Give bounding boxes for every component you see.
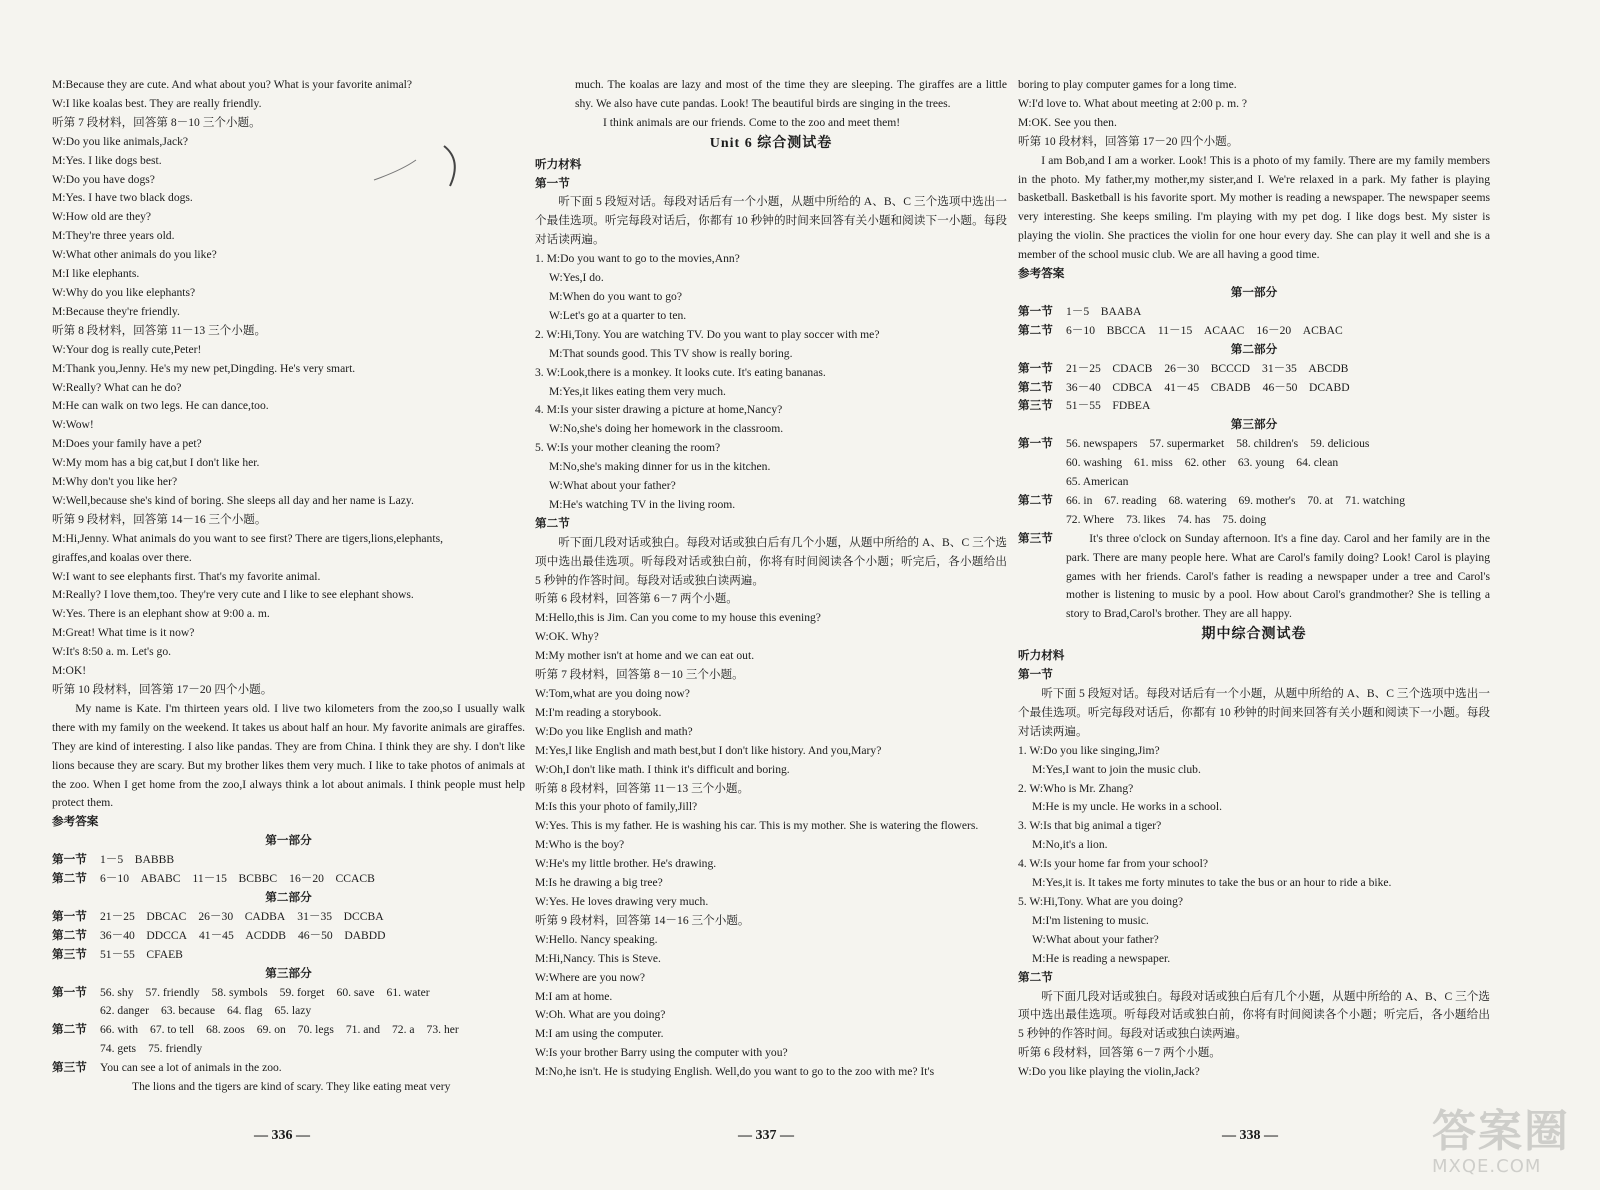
text-line: M:I like elephants.: [52, 267, 140, 281]
answer-row: [52, 1040, 525, 1059]
answer-value: 51－55 CFAEB: [100, 947, 183, 961]
answer-value: 41－45 ACDDB: [198, 928, 286, 942]
text-line: M:Thank you,Jenny. He's my new pet,Dingding. He's very smart.: [52, 361, 356, 375]
text-line: M:Yes. I have two black dogs.: [52, 191, 193, 205]
answer-row: [52, 870, 525, 889]
text-line: M:Hello,this is Jim. Can you come to my house this evening?: [535, 611, 821, 625]
midterm-title: 期中综合测试卷: [1201, 627, 1307, 643]
text-line: M:I am at home.: [535, 989, 613, 1003]
text-line: M:OK!: [52, 664, 87, 678]
answer-row: [1018, 492, 1490, 511]
answer-value: 58. children's: [1236, 437, 1299, 451]
text-line: M:Yes,it likes eating them very much.: [549, 384, 726, 398]
text-line: 2. W:Who is Mr. Zhang?: [1018, 781, 1134, 795]
text-line: M:He can walk on two legs. He can dance,too.: [52, 399, 269, 413]
text-line: M:He's watching TV in the living room.: [549, 497, 736, 511]
answer-value: 66. with: [100, 1023, 139, 1037]
text-line: W:Let's go at a quarter to ten.: [549, 308, 687, 322]
text-line: M:Yes,I like English and math best,but I don't like history. And you,Mary?: [535, 743, 882, 757]
answer-row: [1018, 303, 1490, 322]
text-line: 听第 10 段材料，回答第 17－20 四个小题。: [1018, 134, 1239, 148]
answer-value: 57. friendly: [145, 985, 200, 999]
text-line: M:Hi,Nancy. This is Steve.: [535, 951, 661, 965]
answers-heading: 参考答案: [52, 815, 99, 829]
answer-value: 56. shy: [100, 985, 134, 999]
section2-instructions: 听下面几段对话或独白。每段对话或独白后有几个小题，从题中所给的 A、B、C 三个选项中选出最佳选项。听每段对话或独白前，你将有时间阅读各个小题；听完后，各小题给出 5 秒钟的作答时间。每段对话或独白读两遍。: [535, 535, 1007, 587]
answer-value: 74. gets: [100, 1042, 137, 1056]
text-line: 4. W:Is your home far from your school?: [1018, 857, 1208, 871]
text-line: M:Yes. I like dogs best.: [52, 153, 162, 167]
section-label: 第二节: [1018, 323, 1053, 337]
listening-heading: 听力材料: [1018, 649, 1065, 663]
text-line: W:Do you like playing the violin,Jack?: [1018, 1065, 1200, 1079]
text-line: W:What about your father?: [549, 479, 676, 493]
answer-value: 73. her: [426, 1023, 459, 1037]
dialog-lines: [535, 590, 1007, 817]
answer-row: [1018, 435, 1490, 454]
text-line: W:It's 8:50 a. m. Let's go.: [52, 645, 172, 659]
text-line: 听第 7 段材料，回答第 8－10 三个小题。: [52, 115, 261, 129]
text-line: 听第 6 段材料，回答第 6－7 两个小题。: [1018, 1046, 1221, 1060]
answers-heading: 参考答案: [1018, 267, 1065, 281]
answer-value: 31－35 ABCDB: [1262, 361, 1349, 375]
part2-answers: [1018, 360, 1490, 417]
text-line: M:Great! What time is it now?: [52, 626, 195, 640]
section-label: 第一节: [1018, 304, 1053, 318]
section-label: 第三节: [1018, 399, 1053, 413]
section-label: 第一节: [1018, 437, 1053, 451]
text-line: W:He's my little brother. He's drawing.: [535, 857, 717, 871]
text-line: 听第 7 段材料，回答第 8－10 三个小题。: [535, 668, 744, 682]
answer-value: 70. at: [1307, 493, 1334, 507]
text-line: W:No,she's doing her homework in the classroom.: [549, 422, 784, 436]
text-line: M:He is my uncle. He works in a school.: [1032, 800, 1222, 814]
section-label: 第一节: [1018, 361, 1053, 375]
text-line: W:I like koalas best. They are really friendly.: [52, 96, 262, 110]
text-line: 4. M:Is your sister drawing a picture at home,Nancy?: [535, 403, 783, 417]
text-line: M:I am using the computer.: [535, 1027, 664, 1041]
text-line: M:Really? I love them,too. They're very cute and I like to see elephant shows.: [52, 588, 414, 602]
dialog-line: W:Yes. This is my father. He is washing his car. This is my mother. She is watering the flowers.: [535, 819, 979, 833]
answer-value: 67. to tell: [150, 1023, 195, 1037]
answer-value: 21－25 CDACB: [1066, 361, 1153, 375]
text-line: W:Why do you like elephants?: [52, 285, 196, 299]
answer-row: [52, 946, 525, 965]
text-line: W:Well,because she's kind of boring. She sleeps all day and her name is Lazy.: [52, 493, 414, 507]
section-label: 第二节: [1018, 493, 1053, 507]
passage-paragraph: My name is Kate. I'm thirteen years old. I live two kilometers from the zoo,so I usually walk there with my family on the weekend. It takes us about half an hour. My favorite animals are giraffes. They are kind of interesting. I also like pandas. They are from China. I think they are shy. I don't like lions because they are scary. But my brother likes them very much. I like to take photos of animals at the zoo. When I get home from the zoo,I always think a lot about animals. I think people must help protect them.: [52, 701, 525, 810]
page-number-338: — 338 —: [1222, 1128, 1278, 1143]
answer-value: 61. miss: [1134, 456, 1173, 470]
section-label: 第三节: [52, 947, 87, 961]
text-line: M:Who is the boy?: [535, 838, 625, 852]
answer-row: [1018, 322, 1490, 341]
answer-value: 71. watching: [1345, 493, 1406, 507]
text-line: M:No,she's making dinner for us in the kitchen.: [549, 460, 771, 474]
section-label: 第一节: [52, 853, 87, 867]
page-337-column: [535, 76, 1007, 1082]
text-line: W:Hello. Nancy speaking.: [535, 932, 658, 946]
section2-heading: 第二节: [535, 516, 570, 530]
answer-value: 16－20 CCACB: [289, 872, 375, 886]
text-line: W:What about your father?: [1032, 932, 1159, 946]
part3-answers: [1018, 435, 1490, 530]
answer-value: 62. danger: [100, 1004, 149, 1018]
answer-value: 72. Where: [1066, 512, 1115, 526]
text-line: M:Yes,it is. It takes me forty minutes to take the bus or an hour to ride a bike.: [1032, 876, 1392, 890]
text-line: W:Do you like English and math?: [535, 724, 693, 738]
text-line: W:Do you have dogs?: [52, 172, 155, 186]
answer-value: 63. young: [1237, 456, 1285, 470]
text-line: W:Yes,I do.: [549, 271, 604, 285]
page-number-336: — 336 —: [254, 1128, 310, 1143]
text-line: M:They're three years old.: [52, 229, 175, 243]
part1-heading: 第一部分: [1230, 285, 1278, 299]
answer-value: 75. doing: [1222, 512, 1267, 526]
answer-row: [52, 927, 525, 946]
answer-row: [1018, 454, 1490, 473]
part1-answers: [52, 851, 525, 889]
text-line: W:I'd love to. What about meeting at 2:00 p. m. ?: [1018, 96, 1248, 110]
answer-row: [1018, 473, 1490, 492]
text-line: 听第 9 段材料，回答第 14－16 三个小题。: [52, 512, 267, 526]
text-line: W:Is your brother Barry using the computer with you?: [535, 1046, 788, 1060]
section-label: 第三节: [52, 1061, 87, 1075]
page-number-337: — 337 —: [738, 1128, 794, 1143]
section2-heading: 第二节: [1018, 970, 1053, 984]
section3-text: It's three o'clock on Sunday afternoon. It's a fine day. Carol and her family are in the park. There are many people here. What are Carol's family doing? Look! Carol is playing games with her friends. Carol's father is reading a newspaper under a tree and Carol's mother is listening to music by a pool. How about Carol's grandmother? She is telling a story to Brad,Carol's brother. They are all happy.: [1066, 531, 1490, 621]
text-line: W:Do you like animals,Jack?: [52, 134, 189, 148]
section-label: 第二节: [52, 872, 87, 886]
answer-row: [1018, 397, 1490, 416]
section1-heading: 第一节: [535, 176, 570, 190]
answer-value: 75. friendly: [148, 1042, 203, 1056]
text-line: M:Hi,Jenny. What animals do you want to see first? There are tigers,lions,elephants,: [52, 531, 443, 545]
answer-value: 41－45 CBADB: [1164, 380, 1251, 394]
part1-answers: [1018, 303, 1490, 341]
answer-value: 46－50 DCABD: [1262, 380, 1350, 394]
section-label: 第二节: [52, 1023, 87, 1037]
pen-scribble: [372, 140, 482, 200]
text-line: M:My mother isn't at home and we can eat out.: [535, 649, 755, 663]
listening-heading: 听力材料: [535, 157, 582, 171]
watermark-text: 答案圈: [1432, 1106, 1570, 1157]
section-label: [1018, 454, 1066, 473]
answer-value: 59. delicious: [1310, 437, 1370, 451]
answer-value: 59. forget: [279, 985, 325, 999]
part3-answers: [52, 984, 525, 1060]
text-line: M:That sounds good. This TV show is really boring.: [549, 346, 793, 360]
part3-section3: [52, 1059, 525, 1078]
text-line: M:Yes,I want to join the music club.: [1032, 762, 1201, 776]
answer-line: The lions and the tigers are kind of scary. They like eating meat very: [132, 1080, 451, 1094]
part3-heading: 第三部分: [1230, 418, 1278, 432]
answer-value: 73. likes: [1126, 512, 1166, 526]
section1-instructions: 听下面 5 段短对话。每段对话后有一个小题，从题中所给的 A、B、C 三个选项中选出一个最佳选项。听完每段对话后，你都有 10 秒钟的时间来回答有关小题和阅读下一小题。每段对话读两遍。: [1018, 687, 1490, 738]
answer-value: 70. legs: [297, 1023, 334, 1037]
part2-heading: 第二部分: [1230, 342, 1278, 356]
text-line: M:No,it's a lion.: [1032, 838, 1108, 852]
text-line: M:Does your family have a pet?: [52, 437, 202, 451]
text-line: 听第 9 段材料，回答第 14－16 三个小题。: [535, 913, 750, 927]
section1-heading: 第一节: [1018, 668, 1053, 682]
answer-value: 6－10 BBCCA: [1066, 323, 1146, 337]
part2-heading: 第二部分: [265, 890, 312, 904]
answer-row: [52, 1021, 525, 1040]
text-line: M:Because they are cute. And what about you? What is your favorite animal?: [52, 78, 413, 91]
section-label: 第三节: [1018, 531, 1053, 545]
answer-value: 16－20 ACBAC: [1256, 323, 1343, 337]
answer-value: 68. zoos: [206, 1023, 245, 1037]
section1-instructions: 听下面 5 段短对话。每段对话后有一个小题，从题中所给的 A、B、C 三个选项中选出一个最佳选项。听完每段对话后，你都有 10 秒钟的时间来回答有关小题和阅读下一小题。每段对话读两遍。: [535, 195, 1007, 247]
section-label: 第二节: [1018, 380, 1053, 394]
section-label: 第一节: [52, 985, 87, 999]
text-line: 1. M:Do you want to go to the movies,Ann?: [535, 252, 740, 266]
text-line: giraffes,and koalas over there.: [52, 550, 192, 564]
text-line: 3. W:Is that big animal a tiger?: [1018, 819, 1162, 833]
answer-value: 60. save: [336, 985, 375, 999]
answer-row: [52, 1002, 525, 1021]
text-line: M:OK. See you then.: [1018, 115, 1117, 129]
page-336-column: [52, 76, 525, 1097]
answer-value: 72. a: [392, 1023, 415, 1037]
text-line: M:He is reading a newspaper.: [1032, 951, 1171, 965]
answer-value: 36－40 CDBCA: [1066, 380, 1153, 394]
section-label: [1018, 473, 1066, 492]
answer-value: 21－25 DBCAC: [100, 909, 187, 923]
text-line: M:When do you want to go?: [549, 289, 682, 303]
answer-value: 69. mother's: [1238, 493, 1296, 507]
answer-value: 56. newspapers: [1066, 437, 1138, 451]
answer-value: 1－5 BAABA: [1066, 304, 1142, 318]
text-line: M:Is this your photo of family,Jill?: [535, 800, 698, 814]
text-line: W:Oh. What are you doing?: [535, 1008, 666, 1022]
text-line: W:Where are you now?: [535, 970, 645, 984]
text-line: M:Is he drawing a big tree?: [535, 876, 663, 890]
answer-value: 64. clean: [1296, 456, 1339, 470]
answer-value: 6－10 ABABC: [100, 872, 181, 886]
answer-value: 67. reading: [1104, 493, 1157, 507]
text-line: M:Why don't you like her?: [52, 475, 178, 489]
answer-value: 58. symbols: [211, 985, 268, 999]
text-line: 5. W:Is your mother cleaning the room?: [535, 441, 721, 455]
text-line: W:My mom has a big cat,but I don't like her.: [52, 456, 260, 470]
answer-value: 69. on: [256, 1023, 286, 1037]
dialog-lines: [1018, 1044, 1490, 1082]
text-line: W:Wow!: [52, 418, 94, 432]
answer-row: [1018, 360, 1490, 379]
passage-end: I think animals are our friends. Come to the zoo and meet them!: [603, 115, 901, 129]
passage-continuation: much. The koalas are lazy and most of the time they are sleeping. The giraffes are a little shy. We also have cute pandas. Look! The beautiful birds are singing in the trees.: [575, 78, 1007, 110]
answer-value: 26－30 BCCCD: [1164, 361, 1251, 375]
text-line: W:Yes. He loves drawing very much.: [535, 894, 709, 908]
answer-row: [52, 851, 525, 870]
answer-value: 68. watering: [1168, 493, 1227, 507]
page-338-column: [1018, 76, 1490, 1082]
answer-value: 61. water: [386, 985, 430, 999]
unit6-title: Unit 6 综合测试卷: [709, 135, 833, 151]
section-label: [1018, 511, 1066, 530]
text-line: W:Your dog is really cute,Peter!: [52, 342, 202, 356]
answer-value: 62. other: [1184, 456, 1226, 470]
answer-value: 57. supermarket: [1149, 437, 1225, 451]
text-line: boring to play computer games for a long time.: [1018, 78, 1237, 91]
answer-value: 31－35 DCCBA: [297, 909, 384, 923]
answer-value: 1－5 BABBB: [100, 853, 175, 867]
answer-value: 66. in: [1066, 493, 1093, 507]
section-label: 第一节: [52, 909, 87, 923]
answer-value: 11－15 ACAAC: [1157, 323, 1245, 337]
answer-value: 74. has: [1177, 512, 1211, 526]
section-label: [52, 1040, 100, 1059]
text-line: W:What other animals do you like?: [52, 248, 217, 262]
answer-value: 65. lazy: [274, 1004, 312, 1018]
text-line: 1. W:Do you like singing,Jim?: [1018, 743, 1160, 757]
answer-value: 51－55 FDBEA: [1066, 399, 1151, 413]
section-label: 第二节: [52, 928, 87, 942]
text-line: W:How old are they?: [52, 210, 152, 224]
answer-value: 65. American: [1066, 475, 1129, 489]
text-line: 听第 8 段材料，回答第 11－13 三个小题。: [535, 781, 750, 795]
text-line: W:Yes. There is an elephant show at 9:00 a. m.: [52, 607, 270, 621]
answer-value: 46－50 DABDD: [297, 928, 386, 942]
text-line: 3. W:Look,there is a monkey. It looks cute. It's eating bananas.: [535, 365, 826, 379]
text-line: M:I'm reading a storybook.: [535, 705, 662, 719]
answer-value: 60. washing: [1066, 456, 1123, 470]
section-label: [52, 1002, 100, 1021]
text-line: 听第 10 段材料，回答第 17－20 四个小题。: [52, 683, 273, 696]
text-line: W:Oh,I don't like math. I think it's difficult and boring.: [535, 762, 790, 776]
dialog-lines: [535, 836, 1007, 1082]
passage-paragraph: I am Bob,and I am a worker. Look! This is a photo of my family. There are my family members in the photo. My father,my mother,my sister,and I. We're relaxed in a park. My father is playing basketball. Basketball is his favorite sport. My mother is reading a newspaper. The newspaper seems very interesting. She keeps smiling. I'm playing with my pet dog. I like dogs best. My sister is playing the violin. She practices the violin for one hour every day. She can play it well and she is a member of the school music club. We are all having a good time.: [1018, 153, 1490, 262]
section2-instructions: 听下面几段对话或独白。每段对话或独白后有几个小题，从题中所给的 A、B、C 三个选项中选出最佳选项。听每段对话或独白前，你将有时间阅读各个小题；听完后，各小题给出 5 秒钟的作答时间。每段对话或独白读两遍。: [1018, 989, 1490, 1041]
part3-heading: 第三部分: [265, 966, 312, 980]
dialog-lines: [1018, 76, 1490, 152]
part3-section3: [1018, 530, 1490, 625]
watermark-url: MXQE.COM: [1432, 1156, 1542, 1177]
dialog-lines: [535, 250, 1007, 515]
dialog-lines: [1018, 742, 1490, 969]
answer-value: 11－15 BCBBC: [192, 872, 278, 886]
part1-heading: 第一部分: [265, 834, 312, 848]
answer-row: [1018, 379, 1490, 398]
answer-row: [1018, 511, 1490, 530]
text-line: 听第 8 段材料，回答第 11－13 三个小题。: [52, 323, 267, 337]
text-line: 听第 6 段材料，回答第 6－7 两个小题。: [535, 592, 738, 606]
text-line: W:Tom,what are you doing now?: [535, 687, 690, 700]
text-line: M:Because they're friendly.: [52, 304, 180, 318]
part2-answers: [52, 908, 525, 965]
answer-value: 63. because: [160, 1004, 216, 1018]
answer-value: 26－30 CADBA: [198, 909, 286, 923]
text-line: 5. W:Hi,Tony. What are you doing?: [1018, 894, 1184, 908]
watermark-logo: [1432, 1108, 1582, 1180]
text-line: M:No,he isn't. He is studying English. Well,do you want to go to the zoo with me? It's: [535, 1065, 935, 1079]
answer-row: [52, 908, 525, 927]
answer-value: 71. and: [345, 1023, 380, 1037]
answer-value: 64. flag: [227, 1004, 263, 1018]
text-line: W:I want to see elephants first. That's my favorite animal.: [52, 569, 321, 583]
text-line: W:OK. Why?: [535, 630, 599, 644]
text-line: 2. W:Hi,Tony. You are watching TV. Do you want to play soccer with me?: [535, 327, 880, 341]
answer-row: [52, 984, 525, 1003]
text-line: M:I'm listening to music.: [1032, 913, 1149, 927]
answer-line: You can see a lot of animals in the zoo.: [100, 1061, 282, 1075]
text-line: W:Really? What can he do?: [52, 380, 182, 394]
answer-value: 36－40 DDCCA: [100, 928, 187, 942]
